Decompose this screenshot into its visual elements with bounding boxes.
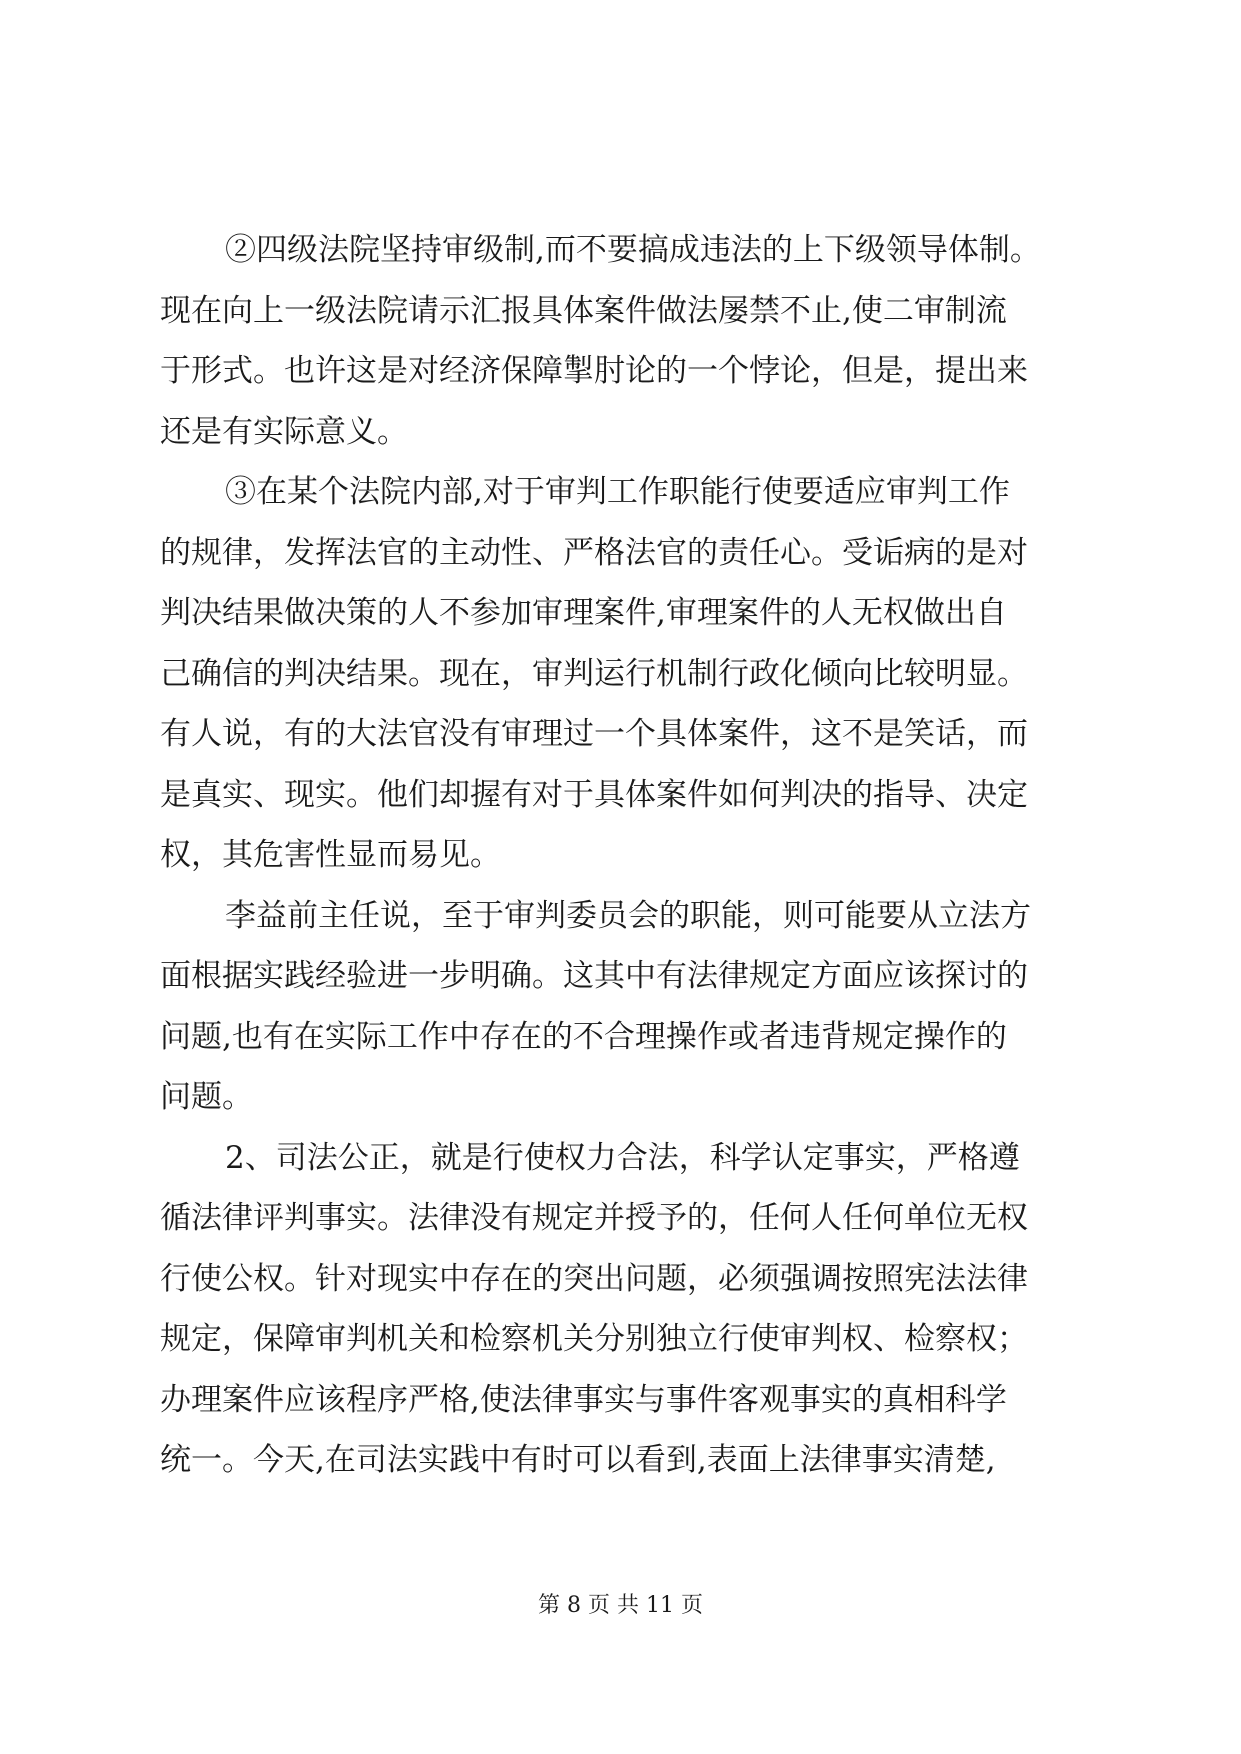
text-line: 问题,也有在实际工作中存在的不合理操作或者违背规定操作的 (160, 1018, 1007, 1055)
text-line: 2、司法公正，就是行使权力合法，科学认定事实，严格遵 (225, 1139, 1020, 1176)
text-line: 现在向上一级法院请示汇报具体案件做法屡禁不止,使二审制流 (160, 292, 1007, 329)
text-line: 循法律评判事实。法律没有规定并授予的，任何人任何单位无权 (160, 1200, 1028, 1236)
text-line: 有人说，有的大法官没有审理过一个具体案件，这不是笑话，而 (160, 716, 1028, 752)
text-line: 于形式。也许这是对经济保障掣肘论的一个悖论，但是，提出来 (160, 353, 1028, 389)
text-line: 的规律，发挥法官的主动性、严格法官的责任心。受诟病的是对 (160, 534, 1028, 571)
text-line: 己确信的判决结果。现在，审判运行机制行政化倾向比较明显。 (160, 655, 1028, 692)
text-line: 判决结果做决策的人不参加审理案件,审理案件的人无权做出自 (160, 595, 1007, 631)
text-line: 行使公权。针对现实中存在的突出问题，必须强调按照宪法法律 (160, 1260, 1028, 1297)
text-line: 面根据实践经验进一步明确。这其中有法律规定方面应该探讨的 (160, 958, 1028, 994)
body-text (160, 220, 1090, 1491)
text-line: 是真实、现实。他们却握有对于具体案件如何判决的指导、决定 (160, 776, 1028, 813)
text-line: 规定，保障审判机关和检察机关分别独立行使审判权、检察权； (160, 1321, 1028, 1357)
text-line: ②四级法院坚持审级制,而不要搞成违法的上下级领导体制。 (225, 232, 1041, 268)
text-line: 李益前主任说，至于审判委员会的职能，则可能要从立法方 (225, 897, 1031, 934)
text-line: 办理案件应该程序严格,使法律事实与事件客观事实的真相科学 (160, 1381, 1007, 1418)
page-number-footer: 第 8 页 共 11 页 (538, 1593, 703, 1618)
text-line: ③在某个法院内部,对于审判工作职能行使要适应审判工作 (225, 474, 1010, 510)
text-line: 权，其危害性显而易见。 (160, 837, 501, 873)
text-line: 问题。 (160, 1079, 253, 1115)
text-line: 还是有实际意义。 (160, 413, 408, 450)
text-line: 统一。今天,在司法实践中有时可以看到,表面上法律事实清楚, (160, 1442, 996, 1478)
